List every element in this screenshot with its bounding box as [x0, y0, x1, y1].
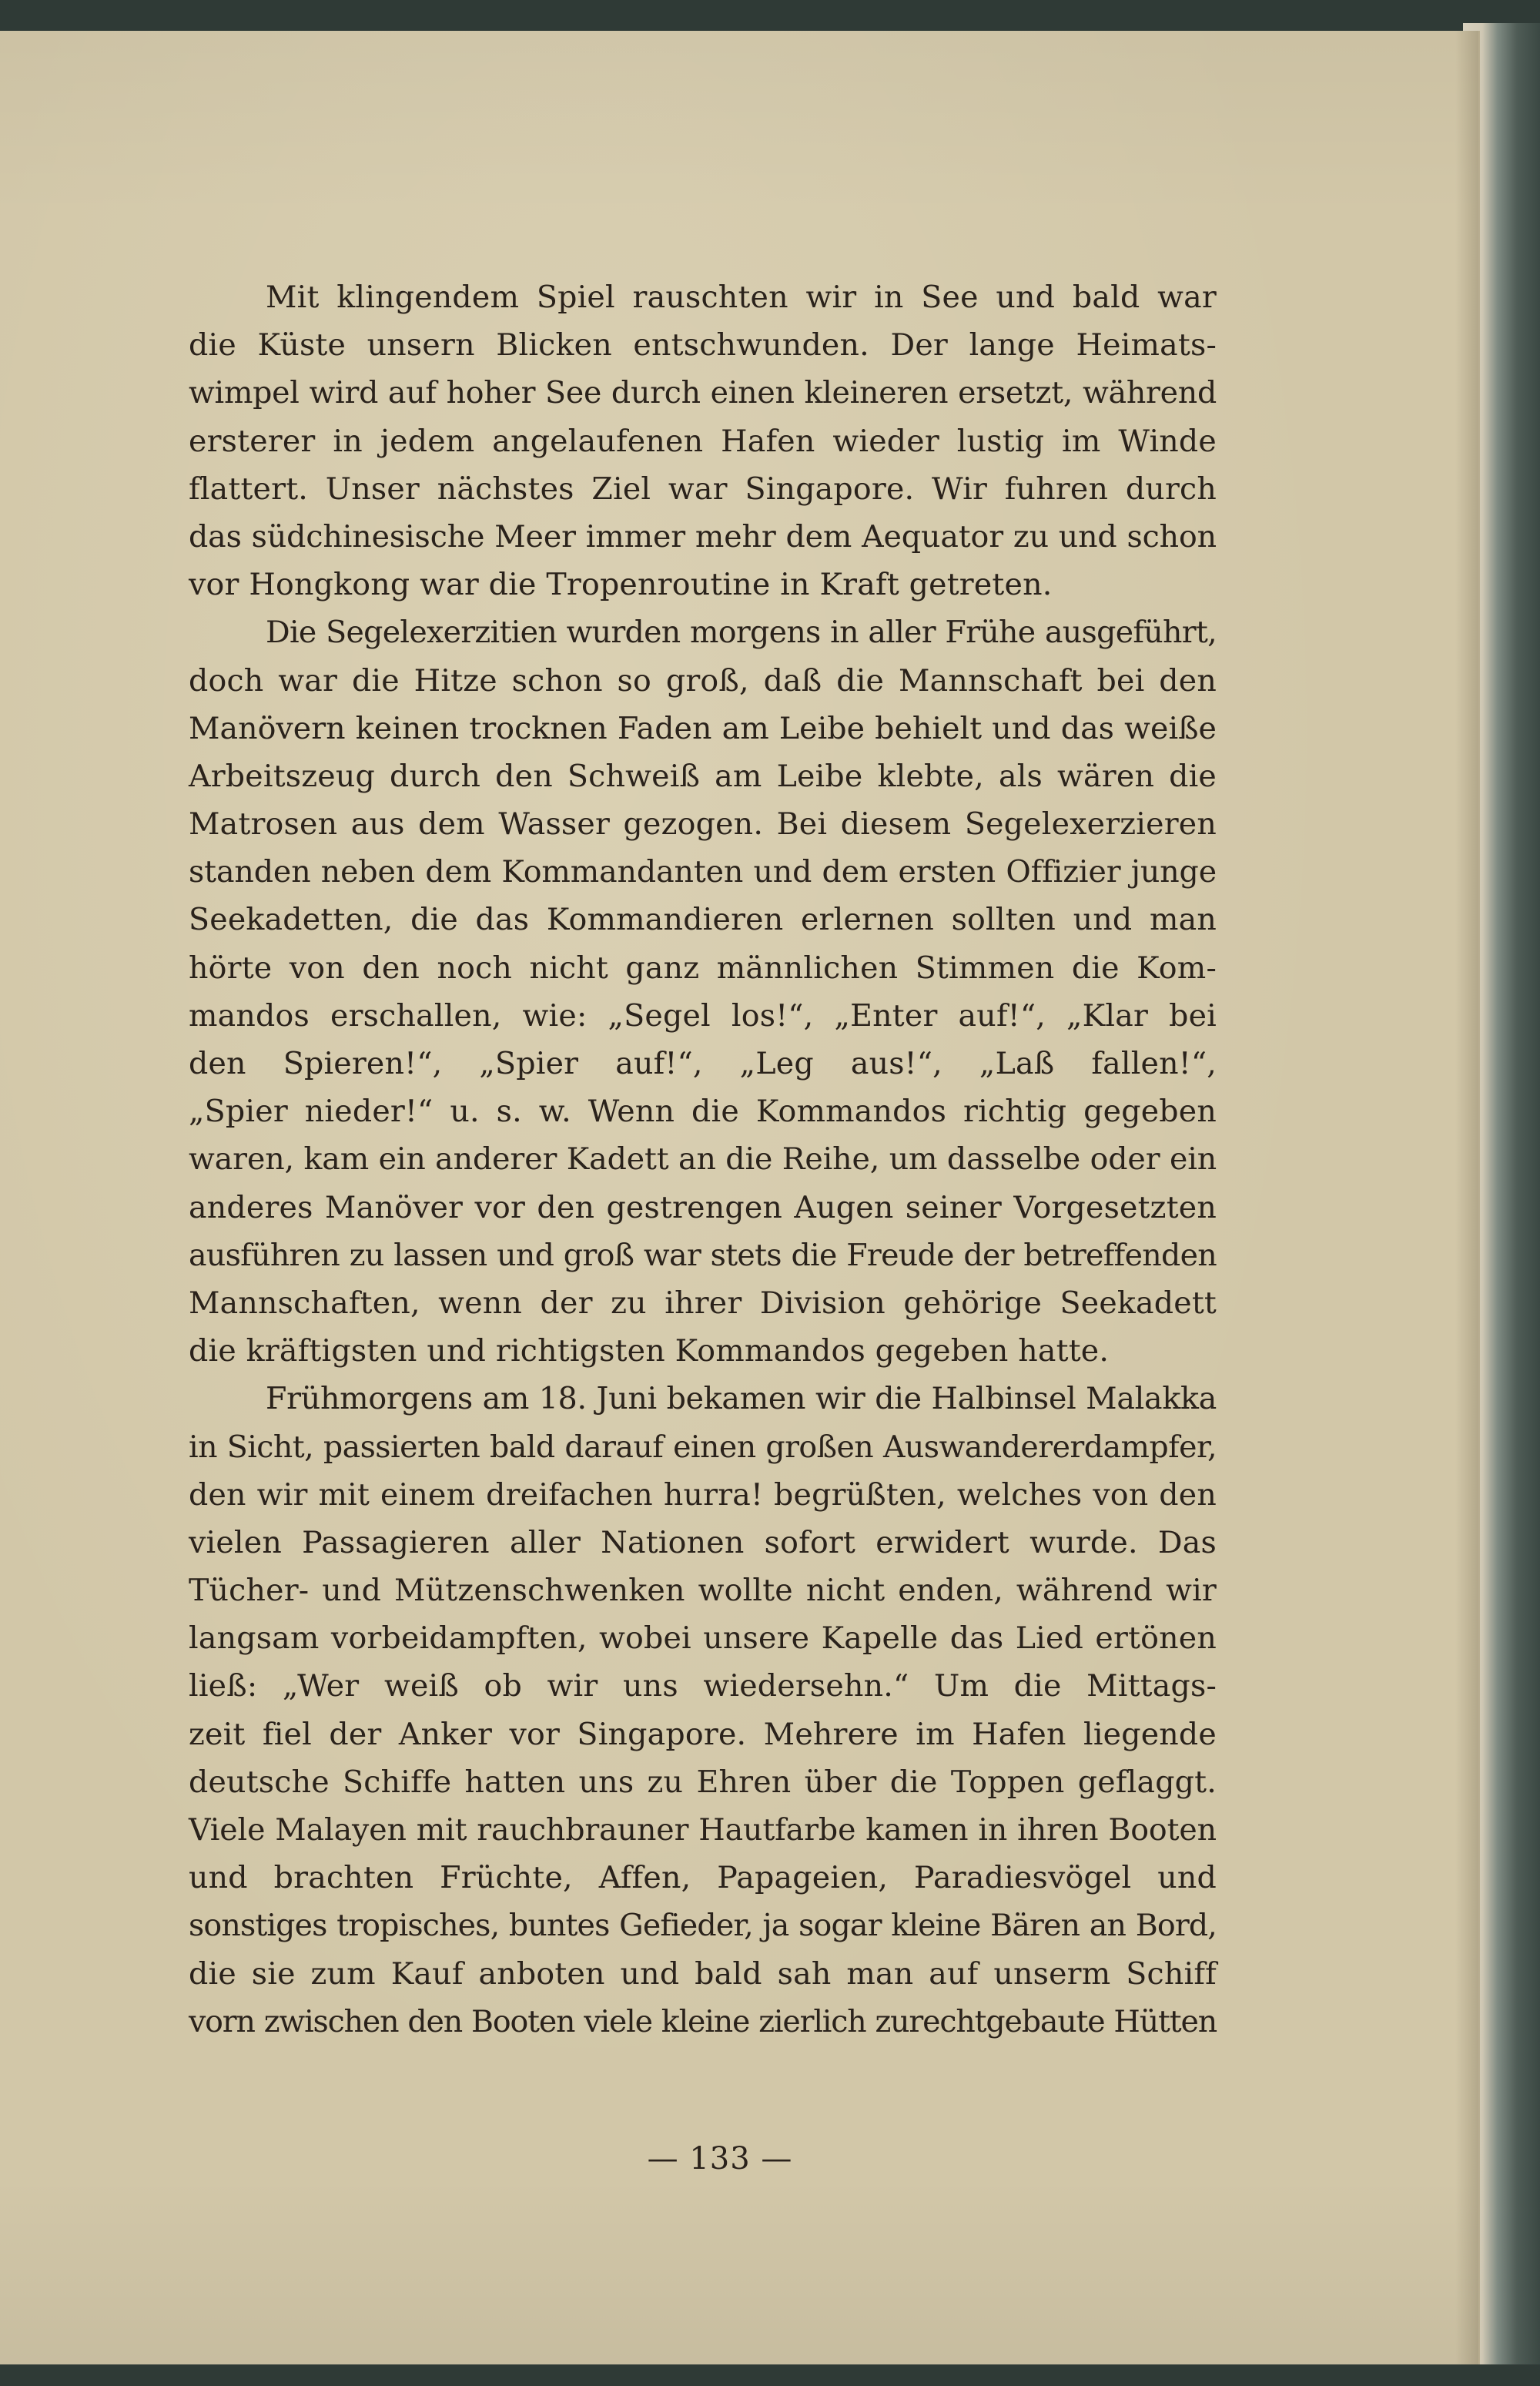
text-line: Viele Malayen mit rauchbrauner Hautfarbe kamen in ihren Booten — [189, 1812, 1217, 1848]
text-line: Tücher- und Mützenschwenken wollte nicht enden, während wir — [189, 1573, 1217, 1609]
text-line: vorn zwischen den Booten viele kleine zierlich zurechtgebaute Hütten — [189, 2003, 1217, 2039]
page-fold-shadow — [1455, 31, 1478, 2364]
text-line: ließ: „Wer weiß ob wir uns wiedersehn.“ Um die Mittags- — [189, 1668, 1217, 1704]
text-line: „Spier nieder!“ u. s. w. Wenn die Kommandos richtig gegeben — [189, 1094, 1217, 1130]
text-line: anderes Manöver vor den gestrengen Augen seiner Vorgesetzten — [189, 1189, 1217, 1225]
text-line: Mannschaften, wenn der zu ihrer Division gehörige Seekadett — [189, 1285, 1217, 1321]
text-line: Seekadetten, die das Kommandieren erlernen sollten und man — [189, 902, 1217, 938]
text-line: den wir mit einem dreifachen hurra! begrüßten, welches von den — [189, 1476, 1217, 1513]
text-line: zeit fiel der Anker vor Singapore. Mehrere im Hafen liegende — [189, 1716, 1217, 1752]
page-number: — 133 — — [647, 2141, 793, 2177]
text-line: und brachten Früchte, Affen, Papageien, Paradiesvögel und — [189, 1860, 1217, 1896]
text-line: Manövern keinen trocknen Faden am Leibe behielt und das weiße — [189, 710, 1217, 746]
text-line: Arbeitszeug durch den Schweiß am Leibe klebte, als wären die — [189, 758, 1217, 794]
text-line: die kräftigsten und richtigsten Kommandos gegeben hatte. — [189, 1333, 1110, 1369]
paragraph-3 — [189, 1375, 1217, 2046]
text-line: vor Hongkong war die Tropenroutine in Kraft getreten. — [189, 567, 1053, 603]
text-line: waren, kam ein anderer Kadett an die Reihe, um dasselbe oder ein — [189, 1141, 1217, 1178]
text-line: flattert. Unser nächstes Ziel war Singapore. Wir fuhren durch — [189, 471, 1217, 507]
text-line: Mit klingendem Spiel rauschten wir in See und bald war — [266, 280, 1217, 315]
text-line: den Spieren!“, „Spier auf!“, „Leg aus!“, „Laß fallen!“, — [189, 1046, 1217, 1081]
text-line: standen neben dem Kommandanten und dem ersten Offizier junge — [189, 854, 1217, 890]
text-line: deutsche Schiffe hatten uns zu Ehren über die Toppen geflaggt. — [189, 1764, 1217, 1800]
text-line: Die Segelexerzitien wurden morgens in aller Frühe ausgeführt, — [266, 615, 1217, 651]
text-line: die Küste unsern Blicken entschwunden. Der lange Heimats- — [189, 327, 1217, 364]
paragraph-2 — [189, 608, 1217, 1375]
text-line: doch war die Hitze schon so groß, daß die Mannschaft bei den — [189, 662, 1217, 699]
text-line: ersterer in jedem angelaufenen Hafen wieder lustig im Winde — [189, 423, 1217, 459]
paragraph-1 — [189, 273, 1217, 608]
text-line: die sie zum Kauf anboten und bald sah man auf unserm Schiff — [189, 1955, 1217, 1992]
text-line: vielen Passagieren aller Nationen sofort erwidert wurde. Das — [189, 1524, 1217, 1560]
text-line: wimpel wird auf hoher See durch einen kleineren ersetzt, während — [189, 375, 1217, 411]
text-line: das südchinesische Meer immer mehr dem Aequator zu und schon — [189, 518, 1217, 555]
text-line: hörte von den noch nicht ganz männlichen Stimmen die Kom- — [189, 950, 1217, 986]
text-line: in Sicht, passierten bald darauf einen großen Auswandererdampfer, — [189, 1429, 1217, 1465]
body-text — [189, 273, 1217, 2046]
text-line: ausführen zu lassen und groß war stets die Freude der betreffenden — [189, 1237, 1217, 1273]
text-line: mandos erschallen, wie: „Segel los!“, „Enter auf!“, „Klar bei — [189, 997, 1217, 1034]
text-line: sonstiges tropisches, buntes Gefieder, ja sogar kleine Bären an Bord, — [189, 1908, 1217, 1944]
text-line: langsam vorbeidampften, wobei unsere Kapelle das Lied ertönen — [189, 1620, 1217, 1657]
text-line: Matrosen aus dem Wasser gezogen. Bei diesem Segelexerzieren — [189, 806, 1217, 843]
text-line: Frühmorgens am 18. Juni bekamen wir die Halbinsel Malakka — [266, 1381, 1217, 1417]
